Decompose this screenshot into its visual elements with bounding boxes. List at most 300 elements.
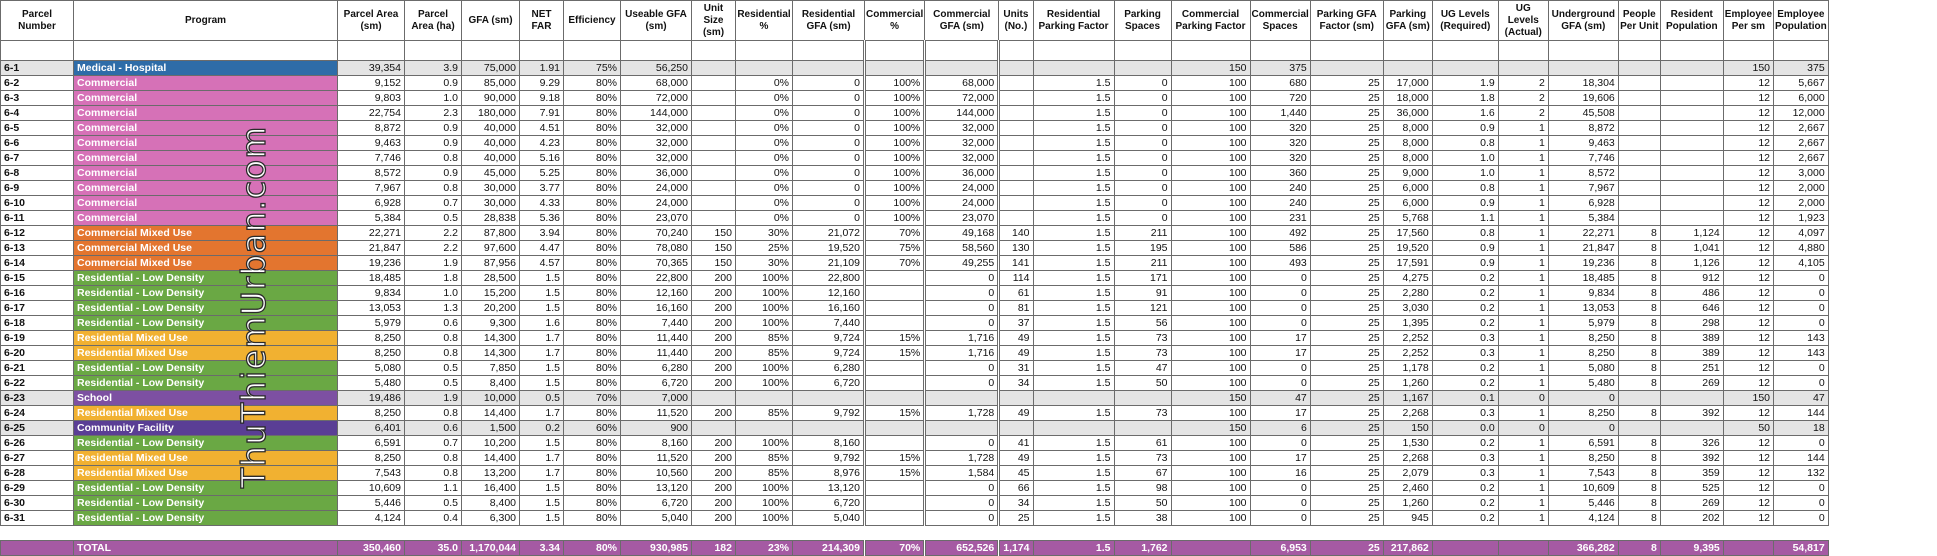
data-cell[interactable]: 25 <box>1310 181 1383 196</box>
data-cell[interactable]: 50 <box>1114 496 1171 511</box>
data-cell[interactable] <box>999 136 1033 151</box>
data-cell[interactable]: 25 <box>999 511 1033 526</box>
data-cell[interactable] <box>999 76 1033 91</box>
parcel-number-cell[interactable]: 6-18 <box>1 316 74 331</box>
data-cell[interactable]: 80% <box>564 181 621 196</box>
data-cell[interactable]: 0.3 <box>1432 331 1498 346</box>
data-cell[interactable]: 9,300 <box>462 316 520 331</box>
data-cell[interactable]: 32,000 <box>621 121 692 136</box>
data-cell[interactable] <box>999 121 1033 136</box>
data-cell[interactable]: 12 <box>1723 106 1773 121</box>
data-cell[interactable] <box>865 61 925 76</box>
data-cell[interactable]: 18,304 <box>1548 76 1618 91</box>
data-cell[interactable] <box>999 61 1033 76</box>
data-cell[interactable]: 8 <box>1618 241 1660 256</box>
data-cell[interactable]: 22,271 <box>1548 226 1618 241</box>
data-cell[interactable]: 66 <box>999 481 1033 496</box>
data-cell[interactable]: 12 <box>1723 406 1773 421</box>
data-cell[interactable] <box>999 391 1033 406</box>
data-cell[interactable]: 32,000 <box>925 151 999 166</box>
total-cell[interactable]: 8 <box>1618 541 1660 556</box>
data-cell[interactable]: 25 <box>1310 76 1383 91</box>
data-cell[interactable]: 0.9 <box>405 76 462 91</box>
data-cell[interactable]: 1,500 <box>462 421 520 436</box>
data-cell[interactable]: 0 <box>793 166 865 181</box>
parcel-number-cell[interactable]: 6-11 <box>1 211 74 226</box>
total-cell[interactable]: 182 <box>692 541 736 556</box>
data-cell[interactable]: 30% <box>736 256 793 271</box>
data-cell[interactable]: 15% <box>865 331 925 346</box>
data-cell[interactable]: 1 <box>1498 511 1548 526</box>
data-cell[interactable]: 0.8 <box>405 346 462 361</box>
data-cell[interactable]: 100% <box>736 361 793 376</box>
data-cell[interactable]: 8,160 <box>621 436 692 451</box>
data-cell[interactable]: 0 <box>1774 436 1829 451</box>
data-cell[interactable]: 1,728 <box>925 451 999 466</box>
data-cell[interactable]: 41 <box>999 436 1033 451</box>
data-cell[interactable]: 0% <box>736 121 793 136</box>
data-cell[interactable]: 8 <box>1618 256 1660 271</box>
data-cell[interactable]: 211 <box>1114 256 1171 271</box>
data-cell[interactable]: 25 <box>1310 166 1383 181</box>
data-cell[interactable]: 143 <box>1774 331 1829 346</box>
data-cell[interactable]: 0 <box>1548 421 1618 436</box>
data-cell[interactable] <box>1618 106 1660 121</box>
data-cell[interactable]: 150 <box>1723 391 1773 406</box>
data-cell[interactable]: 56 <box>1114 316 1171 331</box>
data-cell[interactable]: 1,178 <box>1383 361 1432 376</box>
data-cell[interactable]: 25 <box>1310 421 1383 436</box>
program-cell[interactable]: Residential - Low Density <box>74 271 338 286</box>
program-cell[interactable]: Residential - Low Density <box>74 436 338 451</box>
data-cell[interactable] <box>925 391 999 406</box>
total-cell[interactable]: 70% <box>865 541 925 556</box>
data-cell[interactable]: 1.7 <box>520 331 564 346</box>
data-cell[interactable]: 150 <box>1171 421 1250 436</box>
data-cell[interactable]: 0.8 <box>405 331 462 346</box>
data-cell[interactable]: 1,440 <box>1250 106 1310 121</box>
data-cell[interactable]: 1.6 <box>520 316 564 331</box>
data-cell[interactable]: 202 <box>1660 511 1723 526</box>
data-cell[interactable]: 8,572 <box>338 166 405 181</box>
data-cell[interactable]: 40,000 <box>462 121 520 136</box>
data-cell[interactable]: 1,716 <box>925 346 999 361</box>
data-cell[interactable]: 100 <box>1171 511 1250 526</box>
data-cell[interactable]: 7,543 <box>338 466 405 481</box>
program-cell[interactable]: Residential - Low Density <box>74 316 338 331</box>
data-cell[interactable]: 0 <box>925 301 999 316</box>
data-cell[interactable]: 85% <box>736 346 793 361</box>
data-cell[interactable]: 36,000 <box>925 166 999 181</box>
data-cell[interactable]: 1,530 <box>1383 436 1432 451</box>
data-cell[interactable]: 25 <box>1310 496 1383 511</box>
data-cell[interactable] <box>692 391 736 406</box>
total-cell[interactable]: 1,170,044 <box>462 541 520 556</box>
data-cell[interactable]: 0 <box>793 136 865 151</box>
data-cell[interactable] <box>692 91 736 106</box>
data-cell[interactable]: 945 <box>1383 511 1432 526</box>
data-cell[interactable]: 8,572 <box>1548 166 1618 181</box>
data-cell[interactable] <box>793 391 865 406</box>
data-cell[interactable]: 6,720 <box>621 496 692 511</box>
data-cell[interactable]: 1.5 <box>1033 301 1114 316</box>
data-cell[interactable]: 100 <box>1171 451 1250 466</box>
data-cell[interactable]: 17 <box>1250 451 1310 466</box>
data-cell[interactable]: 10,609 <box>338 481 405 496</box>
data-cell[interactable]: 9.18 <box>520 91 564 106</box>
data-cell[interactable]: 1.5 <box>520 376 564 391</box>
data-cell[interactable]: 9,152 <box>338 76 405 91</box>
data-cell[interactable]: 251 <box>1660 361 1723 376</box>
data-cell[interactable]: 49 <box>999 346 1033 361</box>
data-cell[interactable]: 58,560 <box>925 241 999 256</box>
data-cell[interactable]: 0.8 <box>1432 226 1498 241</box>
data-cell[interactable]: 61 <box>1114 436 1171 451</box>
total-cell[interactable]: 1,762 <box>1114 541 1171 556</box>
data-cell[interactable]: 25 <box>1310 136 1383 151</box>
data-cell[interactable]: 1 <box>1498 466 1548 481</box>
data-cell[interactable]: 25 <box>1310 271 1383 286</box>
data-cell[interactable]: 0.5 <box>405 211 462 226</box>
data-cell[interactable]: 13,053 <box>338 301 405 316</box>
data-cell[interactable]: 9,463 <box>1548 136 1618 151</box>
data-cell[interactable]: 320 <box>1250 136 1310 151</box>
parcel-number-cell[interactable]: 6-26 <box>1 436 74 451</box>
data-cell[interactable]: 1,126 <box>1660 256 1723 271</box>
data-cell[interactable]: 1 <box>1498 346 1548 361</box>
data-cell[interactable]: 36,000 <box>621 166 692 181</box>
data-cell[interactable]: 1.5 <box>1033 346 1114 361</box>
data-cell[interactable]: 359 <box>1660 466 1723 481</box>
program-cell[interactable]: Commercial Mixed Use <box>74 241 338 256</box>
data-cell[interactable]: 1 <box>1498 256 1548 271</box>
data-cell[interactable]: 25 <box>1310 301 1383 316</box>
data-cell[interactable]: 15% <box>865 346 925 361</box>
data-cell[interactable]: 12 <box>1723 346 1773 361</box>
data-cell[interactable] <box>999 181 1033 196</box>
parcel-number-cell[interactable]: 6-6 <box>1 136 74 151</box>
data-cell[interactable]: 25 <box>1310 121 1383 136</box>
data-cell[interactable] <box>1660 91 1723 106</box>
data-cell[interactable] <box>1033 61 1114 76</box>
data-cell[interactable]: 0.9 <box>405 136 462 151</box>
data-cell[interactable]: 85% <box>736 331 793 346</box>
data-cell[interactable]: 0 <box>1114 136 1171 151</box>
data-cell[interactable]: 8 <box>1618 361 1660 376</box>
data-cell[interactable] <box>1660 61 1723 76</box>
data-cell[interactable]: 16,160 <box>793 301 865 316</box>
data-cell[interactable]: 9,834 <box>338 286 405 301</box>
data-cell[interactable]: 132 <box>1774 466 1829 481</box>
data-cell[interactable]: 298 <box>1660 316 1723 331</box>
data-cell[interactable]: 100 <box>1171 361 1250 376</box>
data-cell[interactable]: 2,667 <box>1774 121 1829 136</box>
data-cell[interactable] <box>1660 76 1723 91</box>
program-cell[interactable]: Residential - Low Density <box>74 361 338 376</box>
data-cell[interactable]: 0 <box>1774 286 1829 301</box>
data-cell[interactable]: 0 <box>1114 91 1171 106</box>
data-cell[interactable]: 100% <box>865 106 925 121</box>
total-cell[interactable] <box>1498 541 1548 556</box>
data-cell[interactable]: 0 <box>1114 181 1171 196</box>
data-cell[interactable]: 2,268 <box>1383 406 1432 421</box>
data-cell[interactable]: 0 <box>1250 511 1310 526</box>
data-cell[interactable]: 0.3 <box>1432 346 1498 361</box>
data-cell[interactable]: 12 <box>1723 121 1773 136</box>
data-cell[interactable]: 492 <box>1250 226 1310 241</box>
data-cell[interactable]: 8,250 <box>1548 451 1618 466</box>
data-cell[interactable]: 7,967 <box>338 181 405 196</box>
total-cell[interactable]: 25 <box>1310 541 1383 556</box>
data-cell[interactable]: 12 <box>1723 226 1773 241</box>
data-cell[interactable]: 11,440 <box>621 346 692 361</box>
data-cell[interactable]: 12 <box>1723 331 1773 346</box>
data-cell[interactable]: 85% <box>736 466 793 481</box>
data-cell[interactable]: 1.5 <box>1033 376 1114 391</box>
data-cell[interactable]: 200 <box>692 286 736 301</box>
data-cell[interactable]: 87,800 <box>462 226 520 241</box>
data-cell[interactable]: 14,400 <box>462 451 520 466</box>
data-cell[interactable]: 100 <box>1171 91 1250 106</box>
data-cell[interactable]: 80% <box>564 511 621 526</box>
data-cell[interactable]: 18,485 <box>338 271 405 286</box>
data-cell[interactable]: 100% <box>736 271 793 286</box>
parcel-number-cell[interactable]: 6-27 <box>1 451 74 466</box>
data-cell[interactable]: 7.91 <box>520 106 564 121</box>
data-cell[interactable]: 34 <box>999 496 1033 511</box>
data-cell[interactable]: 2,667 <box>1774 136 1829 151</box>
data-cell[interactable]: 30% <box>736 226 793 241</box>
data-cell[interactable] <box>865 316 925 331</box>
data-cell[interactable] <box>1660 151 1723 166</box>
data-cell[interactable]: 8,976 <box>793 466 865 481</box>
data-cell[interactable]: 912 <box>1660 271 1723 286</box>
data-cell[interactable]: 1 <box>1498 136 1548 151</box>
data-cell[interactable]: 1,260 <box>1383 376 1432 391</box>
data-cell[interactable]: 17 <box>1250 346 1310 361</box>
parcel-number-cell[interactable]: 6-23 <box>1 391 74 406</box>
data-cell[interactable]: 72,000 <box>621 91 692 106</box>
data-cell[interactable]: 19,520 <box>793 241 865 256</box>
data-cell[interactable] <box>736 61 793 76</box>
data-cell[interactable] <box>692 136 736 151</box>
data-cell[interactable]: 7,440 <box>621 316 692 331</box>
program-cell[interactable]: Commercial <box>74 106 338 121</box>
data-cell[interactable]: 68,000 <box>925 76 999 91</box>
data-cell[interactable]: 8 <box>1618 346 1660 361</box>
data-cell[interactable]: 7,967 <box>1548 181 1618 196</box>
data-cell[interactable]: 200 <box>692 301 736 316</box>
data-cell[interactable]: 0.9 <box>1432 196 1498 211</box>
total-cell[interactable]: 35.0 <box>405 541 462 556</box>
data-cell[interactable]: 7,440 <box>793 316 865 331</box>
data-cell[interactable] <box>1618 421 1660 436</box>
data-cell[interactable]: 0 <box>1250 436 1310 451</box>
data-cell[interactable]: 0 <box>793 121 865 136</box>
data-cell[interactable]: 0.0 <box>1432 421 1498 436</box>
data-cell[interactable]: 140 <box>999 226 1033 241</box>
data-cell[interactable]: 0 <box>1114 166 1171 181</box>
data-cell[interactable]: 0 <box>1774 376 1829 391</box>
data-cell[interactable]: 75,000 <box>462 61 520 76</box>
data-cell[interactable]: 8,872 <box>338 121 405 136</box>
data-cell[interactable]: 320 <box>1250 121 1310 136</box>
parcel-number-cell[interactable]: 6-7 <box>1 151 74 166</box>
data-cell[interactable] <box>925 61 999 76</box>
data-cell[interactable] <box>692 196 736 211</box>
data-cell[interactable]: 9,834 <box>1548 286 1618 301</box>
data-cell[interactable] <box>865 421 925 436</box>
total-cell[interactable]: 214,309 <box>793 541 865 556</box>
data-cell[interactable]: 24,000 <box>925 181 999 196</box>
program-cell[interactable]: Community Facility <box>74 421 338 436</box>
data-cell[interactable]: 392 <box>1660 451 1723 466</box>
data-cell[interactable]: 9,724 <box>793 346 865 361</box>
parcel-number-cell[interactable]: 6-15 <box>1 271 74 286</box>
data-cell[interactable]: 320 <box>1250 151 1310 166</box>
data-cell[interactable]: 1 <box>1498 316 1548 331</box>
data-cell[interactable]: 22,800 <box>621 271 692 286</box>
data-cell[interactable] <box>1033 421 1114 436</box>
data-cell[interactable]: 1.5 <box>520 301 564 316</box>
data-cell[interactable]: 1.0 <box>405 286 462 301</box>
data-cell[interactable]: 1 <box>1498 151 1548 166</box>
data-cell[interactable]: 47 <box>1114 361 1171 376</box>
data-cell[interactable]: 68,000 <box>621 76 692 91</box>
data-cell[interactable]: 1.5 <box>520 286 564 301</box>
data-cell[interactable]: 1.9 <box>405 256 462 271</box>
data-cell[interactable]: 14,300 <box>462 346 520 361</box>
data-cell[interactable]: 15% <box>865 451 925 466</box>
data-cell[interactable]: 646 <box>1660 301 1723 316</box>
data-cell[interactable]: 1.9 <box>1432 76 1498 91</box>
data-cell[interactable]: 130 <box>999 241 1033 256</box>
data-cell[interactable]: 150 <box>1171 61 1250 76</box>
data-cell[interactable]: 6,720 <box>621 376 692 391</box>
data-cell[interactable]: 1.5 <box>520 481 564 496</box>
data-cell[interactable]: 392 <box>1660 406 1723 421</box>
data-cell[interactable]: 25 <box>1310 91 1383 106</box>
data-cell[interactable]: 80% <box>564 91 621 106</box>
total-label[interactable]: TOTAL <box>74 541 338 556</box>
data-cell[interactable]: 73 <box>1114 331 1171 346</box>
program-cell[interactable]: Residential - Low Density <box>74 481 338 496</box>
data-cell[interactable]: 0.9 <box>405 121 462 136</box>
data-cell[interactable]: 17,591 <box>1383 256 1432 271</box>
data-cell[interactable]: 25 <box>1310 241 1383 256</box>
data-cell[interactable]: 31 <box>999 361 1033 376</box>
data-cell[interactable]: 1.0 <box>1432 166 1498 181</box>
data-cell[interactable]: 0% <box>736 76 793 91</box>
data-cell[interactable]: 21,072 <box>793 226 865 241</box>
data-cell[interactable]: 1 <box>1498 121 1548 136</box>
data-cell[interactable] <box>1660 421 1723 436</box>
data-cell[interactable]: 12 <box>1723 376 1773 391</box>
total-cell[interactable]: 6,953 <box>1250 541 1310 556</box>
data-cell[interactable]: 100 <box>1171 151 1250 166</box>
data-cell[interactable]: 100 <box>1171 241 1250 256</box>
data-cell[interactable]: 22,271 <box>338 226 405 241</box>
data-cell[interactable]: 0.8 <box>405 466 462 481</box>
data-cell[interactable] <box>1618 391 1660 406</box>
data-cell[interactable]: 3.9 <box>405 61 462 76</box>
data-cell[interactable]: 80% <box>564 346 621 361</box>
data-cell[interactable]: 200 <box>692 451 736 466</box>
parcel-number-cell[interactable]: 6-5 <box>1 121 74 136</box>
data-cell[interactable] <box>1618 166 1660 181</box>
data-cell[interactable]: 0.1 <box>1432 391 1498 406</box>
data-cell[interactable]: 80% <box>564 151 621 166</box>
data-cell[interactable]: 14,400 <box>462 406 520 421</box>
data-cell[interactable]: 195 <box>1114 241 1171 256</box>
data-cell[interactable]: 80% <box>564 406 621 421</box>
data-cell[interactable]: 1.5 <box>1033 481 1114 496</box>
data-cell[interactable]: 80% <box>564 361 621 376</box>
data-cell[interactable]: 25 <box>1310 466 1383 481</box>
data-cell[interactable]: 28,838 <box>462 211 520 226</box>
data-cell[interactable]: 0 <box>1774 301 1829 316</box>
data-cell[interactable]: 100% <box>736 301 793 316</box>
data-cell[interactable] <box>736 391 793 406</box>
parcel-number-cell[interactable]: 6-12 <box>1 226 74 241</box>
data-cell[interactable]: 0 <box>1774 271 1829 286</box>
data-cell[interactable]: 100 <box>1171 316 1250 331</box>
data-cell[interactable]: 12 <box>1723 136 1773 151</box>
total-cell[interactable]: 3.34 <box>520 541 564 556</box>
data-cell[interactable]: 85,000 <box>462 76 520 91</box>
data-cell[interactable]: 1.5 <box>1033 181 1114 196</box>
data-cell[interactable]: 0 <box>1250 481 1310 496</box>
data-cell[interactable]: 1,167 <box>1383 391 1432 406</box>
data-cell[interactable]: 0.3 <box>1432 406 1498 421</box>
data-cell[interactable]: 12 <box>1723 511 1773 526</box>
data-cell[interactable]: 15% <box>865 466 925 481</box>
data-cell[interactable]: 25 <box>1310 391 1383 406</box>
data-cell[interactable]: 11,520 <box>621 406 692 421</box>
data-cell[interactable] <box>736 421 793 436</box>
data-cell[interactable]: 5,446 <box>1548 496 1618 511</box>
total-cell[interactable] <box>1723 541 1773 556</box>
data-cell[interactable] <box>1660 136 1723 151</box>
data-cell[interactable]: 6,591 <box>1548 436 1618 451</box>
data-cell[interactable]: 70% <box>865 226 925 241</box>
data-cell[interactable]: 8,000 <box>1383 121 1432 136</box>
data-cell[interactable]: 100% <box>736 286 793 301</box>
data-cell[interactable]: 32,000 <box>925 136 999 151</box>
data-cell[interactable]: 5,384 <box>1548 211 1618 226</box>
data-cell[interactable]: 100% <box>865 151 925 166</box>
data-cell[interactable]: 0 <box>1774 496 1829 511</box>
data-cell[interactable]: 0.8 <box>405 151 462 166</box>
data-cell[interactable]: 0.4 <box>405 511 462 526</box>
data-cell[interactable]: 8 <box>1618 331 1660 346</box>
data-cell[interactable]: 8,250 <box>1548 346 1618 361</box>
data-cell[interactable]: 326 <box>1660 436 1723 451</box>
data-cell[interactable]: 121 <box>1114 301 1171 316</box>
data-cell[interactable]: 25 <box>1310 451 1383 466</box>
data-cell[interactable]: 17,560 <box>1383 226 1432 241</box>
data-cell[interactable]: 80% <box>564 286 621 301</box>
data-cell[interactable]: 14,300 <box>462 331 520 346</box>
data-cell[interactable]: 8,000 <box>1383 136 1432 151</box>
program-cell[interactable]: Commercial <box>74 211 338 226</box>
parcel-number-cell[interactable]: 6-21 <box>1 361 74 376</box>
data-cell[interactable]: 45,000 <box>462 166 520 181</box>
data-cell[interactable]: 0 <box>1498 421 1548 436</box>
data-cell[interactable]: 1,923 <box>1774 211 1829 226</box>
data-cell[interactable]: 2 <box>1498 106 1548 121</box>
data-cell[interactable]: 1,124 <box>1660 226 1723 241</box>
